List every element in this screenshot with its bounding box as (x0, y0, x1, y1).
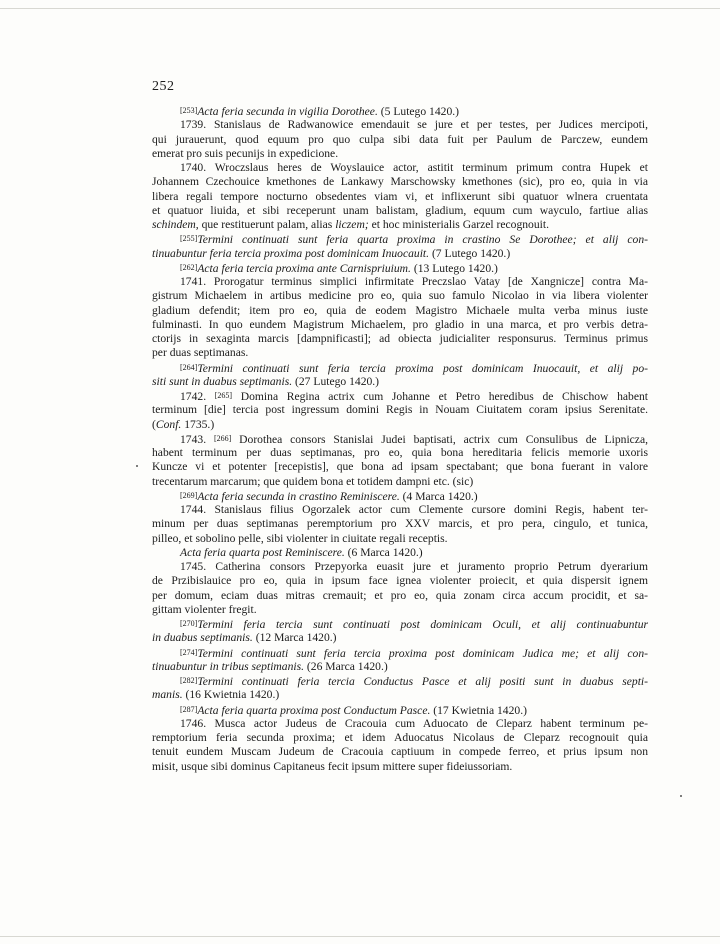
body-text: 1743. (180, 432, 214, 446)
text-line (152, 589, 648, 603)
body-text: 1746. Musca actor Judeus de Cracouia cum Aduocato de Cleparz habent terminum pe- (180, 716, 648, 730)
italic-text: manis. (152, 688, 183, 702)
body-text: remptorium feria secunda proxima; et idem Aduocatus Nicolaus de Cleparz recognouit quia (152, 731, 648, 744)
text-line (152, 617, 648, 631)
text-line (152, 389, 648, 403)
body-text: pilleo, et sobolino pelle, sibi violenter in ciuitate regali receptis. (152, 531, 448, 545)
italic-text: liczem; (335, 218, 369, 231)
body-text: (7 Lutego 1420.) (429, 246, 511, 260)
body-text: ( (152, 417, 156, 431)
text-line (152, 346, 648, 360)
body-text: (4 Marca 1420.) (399, 489, 478, 503)
body-text: terminum [die] tercia post ingressum domini Regis in Nouam Ciuitatem coram ipsius Serenitate. (152, 403, 648, 417)
text-line (152, 275, 648, 289)
text-line (152, 631, 648, 645)
italic-text: Termini continuati feria tercia Conductus Pasce et alij positi sunt in duabus septi- (197, 675, 648, 688)
italic-text: tinuabuntur in tribus septimanis. (152, 659, 305, 673)
italic-text: Termini continuati sunt feria tercia proxima post dominicam Inuocauit, et alij po- (197, 361, 648, 375)
bottom-edge-rule (0, 936, 720, 937)
body-text: emerat pro suis pecunijs in expedicione. (152, 146, 339, 160)
body-text: 1740. Wroczslaus heres de Woyslauice actor, astitit terminum primum contra Hupek et (180, 161, 648, 174)
italic-text: tinuabuntur feria tercia proxima post dominicam Inuocauit. (152, 246, 430, 260)
page-number: 252 (152, 79, 175, 94)
footnote-ref: [287] (180, 704, 198, 714)
text-line (152, 517, 648, 531)
footnote-ref: [269] (180, 490, 198, 500)
text-line (152, 361, 648, 375)
text-line (152, 760, 648, 774)
text-line (152, 204, 648, 218)
italic-text: Acta feria quarta post Reminiscere. (180, 545, 345, 559)
footnote-ref: [282] (180, 676, 198, 685)
text-line (152, 418, 648, 432)
body-text: 1744. Stanislaus filius Ogorzalek actor cum Clemente cursore domini Regis, habent ter- (180, 503, 648, 516)
body-text: (13 Lutego 1420.) (410, 261, 498, 275)
body-text: (26 Marca 1420.) (304, 659, 388, 673)
body-text: (12 Marca 1420.) (252, 631, 337, 645)
footnote-ref: [266] (213, 433, 232, 443)
text-line (152, 175, 648, 189)
italic-text: Conf. (155, 417, 182, 431)
text-line (152, 218, 648, 232)
body-text: minum per duas septimanas peremptorium pro XXV marcis, et pro pera, cingulo, et tunica, (152, 517, 648, 531)
body-text: (16 Kwietnia 1420.) (182, 688, 280, 702)
body-text: gistrum Michaelem in artibus medicine pro eo, quia suo famulo Nicolao in via libera violenter (152, 289, 648, 303)
text-line (152, 660, 648, 674)
text-line (152, 717, 648, 731)
body-text: ctorijs in sexaginta marcis [dampnificasti]; ad obiecta judicialiter responsurus. Terminus primus (152, 332, 648, 345)
text-line (152, 118, 648, 132)
body-text: qui jurauerunt, quod equum pro quo culpa sibi data fuit per Paulum de Parczew, eundem (152, 132, 648, 146)
body-text: per domum, eciam duas mitras cremauit; et pro eo, quia zonam circa accum procidit, et sa- (152, 588, 648, 602)
italic-text: siti sunt in duabus septimanis. (152, 374, 293, 388)
text-line (152, 304, 648, 318)
text-line (152, 688, 648, 702)
margin-speck (680, 795, 682, 797)
body-text: 1741. Prorogatur terminus simplici infirmitate Preczslao Vatay [de Xangnicze] contra Ma- (180, 275, 648, 288)
text-line (152, 147, 648, 161)
text-line (152, 289, 648, 303)
margin-speck (136, 465, 138, 467)
italic-text: in duabus septimanis. (152, 631, 253, 645)
body-text: 1745. Catherina consors Przepyorka euasit jure et juramento proprio Petrum dyerarium (180, 560, 648, 573)
body-text: libera regali tempore nocturno obsedentes viam vi, et inflixerunt sibi quatuor wlnera cruentata (152, 189, 648, 203)
text-line (152, 232, 648, 246)
italic-text: Termini continuati sunt feria tercia proxima post dominicam Judica me; et alij con- (197, 646, 648, 660)
text-line (152, 574, 648, 588)
text-line (152, 475, 648, 489)
body-text: 1735.) (181, 417, 215, 431)
footnote-ref: [255] (180, 234, 198, 244)
text-line (152, 532, 648, 546)
body-text: de Przibislauice pro eo, quia in ipsum face ignea violenter proiecit, et quia dispersit ignem (152, 574, 648, 588)
body-text: (17 Kwietnia 1420.) (430, 703, 527, 717)
italic-text: Acta feria tercia proxima ante Carnispriuium. (197, 261, 411, 275)
text-line (152, 560, 648, 574)
body-text: Kuncze vi et potenter [recepistis], que bona ad ipsam spectabant; que bona fuerant in valore (152, 460, 648, 474)
italic-text: Acta feria quarta proxima post Conductum Pasce. (197, 703, 431, 717)
text-line (152, 703, 648, 717)
body-text: trecentarum marcarum; que quidem bona et totidem dampni etc. (sic) (152, 474, 474, 488)
text-line (152, 375, 648, 389)
italic-text: Acta feria secunda in vigilia Dorothee. (197, 105, 378, 118)
body-text: et quatuor liuida, et sibi receperunt unam balistam, gladium, equum cum wayculo, fartiue alias (152, 203, 648, 217)
text-line (152, 318, 648, 332)
body-text: per duas septimanas. (152, 346, 249, 360)
body-text: habent terminum per duas septimanas, pro eo, quia bona hereditaria felicis memorie uxoris (152, 446, 648, 459)
text-line (152, 261, 648, 275)
text-line (152, 161, 648, 175)
body-text: (6 Marca 1420.) (344, 545, 423, 559)
text-line (152, 646, 648, 660)
italic-text: Acta feria secunda in crastino Reminiscere. (197, 489, 400, 503)
italic-text: Termini feria tercia sunt continuati post dominicam Oculi, et alij continuabuntur (197, 618, 648, 631)
italic-text: schindem, (152, 218, 199, 231)
body-text: que restituerunt palam, alias (198, 218, 336, 231)
body-text: (27 Lutego 1420.) (292, 374, 380, 388)
footnote-ref: [253] (180, 106, 198, 115)
text-line (152, 489, 648, 503)
body-text: et hoc ministerialis Garzel recognouit. (368, 218, 549, 231)
text-line (152, 190, 648, 204)
document-body (152, 104, 648, 774)
text-line (152, 503, 648, 517)
top-edge-rule (0, 8, 720, 9)
body-text: (5 Lutego 1420.) (377, 105, 459, 118)
body-text: Domina Regina actrix cum Johanne et Petro heredibus de Chischow habent (232, 390, 648, 403)
footnote-ref: [274] (180, 647, 198, 657)
text-line (152, 745, 648, 759)
text-line (152, 332, 648, 346)
footnote-ref: [270] (180, 619, 198, 628)
body-text: 1739. Stanislaus de Radwanowice emendauit se jure et per testes, per Judices mercipoti, (180, 118, 648, 132)
footnote-ref: [265] (214, 391, 233, 400)
text-line (152, 247, 648, 261)
text-line (152, 446, 648, 460)
footnote-ref: [264] (180, 362, 198, 372)
text-line (152, 546, 648, 560)
body-text: gladium defendit; item pro eo, quia de eodem Magistro Michaele multa verba minus iuste (152, 303, 648, 317)
text-line (152, 432, 648, 446)
text-line (152, 403, 648, 417)
body-text: gittam violenter fregit. (152, 602, 257, 616)
body-text: misit, usque sibi dominus Capitaneus fecit ipsum mittere super fideiussoriam. (152, 759, 513, 773)
text-line (152, 104, 648, 118)
text-line (152, 133, 648, 147)
body-text: fulminasti. In quo eundem Magistrum Michaelem, pro gladio in una marca, et pro verbis detra- (152, 317, 648, 331)
body-text: 1742. (180, 390, 215, 403)
text-line (152, 674, 648, 688)
body-text: Dorothea consors Stanislai Judei baptisati, actrix cum Consulibus de Lipnicza, (231, 432, 648, 446)
footnote-ref: [262] (180, 262, 198, 272)
text-line (152, 460, 648, 474)
body-text: Johannem Czechouice kmethones de Lankawy Marschowsky kmethones (sic), pro eo, quia in via (152, 175, 648, 189)
italic-text: Termini continuati sunt feria quarta proxima in crastino Se Dorothee; et alij con- (197, 233, 648, 247)
text-line (152, 731, 648, 745)
body-text: tenuit eundem Muscam Judeum de Cracouia captiuum in compede ferreo, et prius ipsum non (152, 745, 648, 759)
text-line (152, 603, 648, 617)
